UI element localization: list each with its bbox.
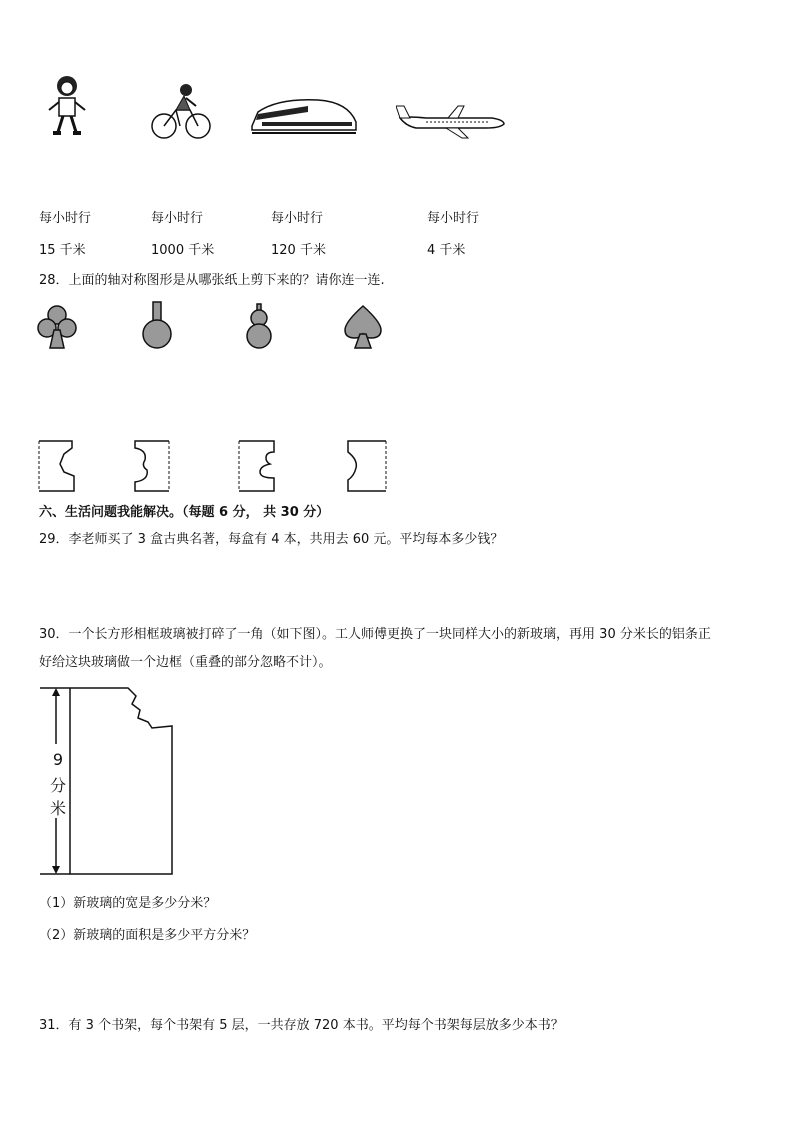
speed-label-1: 每小时行 bbox=[39, 211, 92, 226]
speed-value-3: 120 千米 bbox=[271, 243, 326, 258]
folded-paper-1 bbox=[36, 438, 78, 494]
speed-value-1: 15 千米 bbox=[39, 243, 86, 258]
folded-paper-4 bbox=[344, 438, 390, 494]
cyclist-icon bbox=[150, 80, 212, 142]
question-28: 28．上面的轴对称图形是从哪张纸上剪下来的？请你连一连. bbox=[39, 273, 385, 288]
speed-value-2: 1000 千米 bbox=[151, 243, 215, 258]
question-31: 31．有 3 个书架，每个书架有 5 层，一共存放 720 本书。平均每个书架每层放多少本书？ bbox=[39, 1018, 564, 1033]
question-30-line-1: 30．一个长方形相框玻璃被打碎了一角（如下图）。工人师傅更换了一块同样大小的新玻璃，再用 30 分米长的铝条正 bbox=[39, 627, 711, 642]
airplane-icon bbox=[396, 100, 508, 140]
figure-height-unit-1: 分 bbox=[49, 776, 66, 795]
figure-height-unit-2: 米 bbox=[49, 799, 66, 818]
speed-label-4: 每小时行 bbox=[427, 211, 480, 226]
speed-label-2: 每小时行 bbox=[151, 211, 204, 226]
question-30-sub-2: （2）新玻璃的面积是多少平方分米？ bbox=[39, 928, 256, 943]
question-30-sub-1: （1）新玻璃的宽是多少分米？ bbox=[39, 896, 217, 911]
round-flask-shape-icon bbox=[140, 300, 174, 350]
folded-paper-2 bbox=[131, 438, 173, 494]
club-shape-icon bbox=[36, 304, 78, 350]
gourd-shape-icon bbox=[243, 302, 275, 350]
figure-height-number: 9 bbox=[52, 750, 64, 769]
spade-shape-icon bbox=[341, 304, 385, 350]
speed-value-4: 4 千米 bbox=[427, 243, 466, 258]
question-29: 29．李老师买了 3 盒古典名著，每盒有 4 本，共用去 60 元。平均每本多少钱？ bbox=[39, 532, 504, 547]
speed-label-3: 每小时行 bbox=[271, 211, 324, 226]
question-30-line-2: 好给这块玻璃做一个边框（重叠的部分忽略不计）。 bbox=[39, 655, 332, 670]
train-icon bbox=[248, 92, 360, 138]
girl-walking-icon bbox=[44, 74, 90, 138]
folded-paper-3 bbox=[236, 438, 278, 494]
section-6-heading: 六、生活问题我能解决。（每题 6 分， 共 30 分） bbox=[39, 505, 330, 520]
